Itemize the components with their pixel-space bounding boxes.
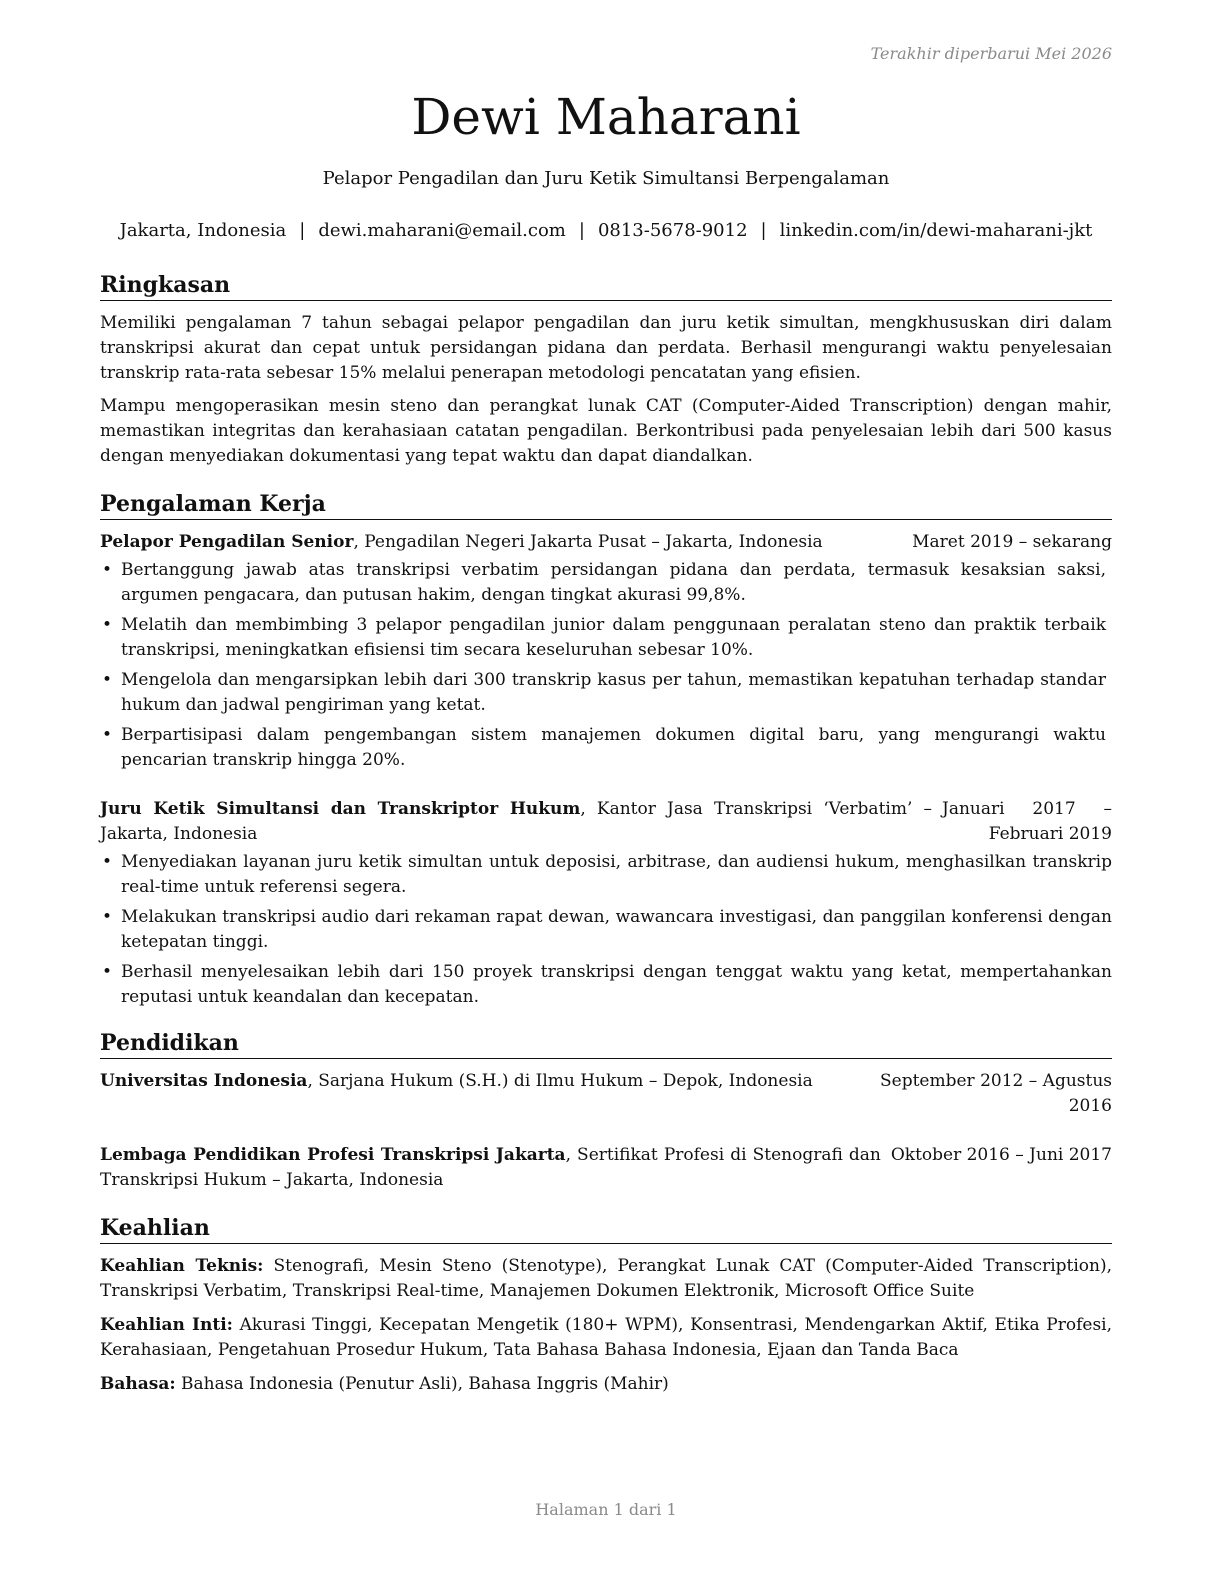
page-number: Halaman 1 dari 1: [535, 1500, 677, 1519]
summary-section: [100, 270, 1112, 469]
job-entry: [100, 530, 1112, 773]
job-bullet: • Mengelola dan mengarsipkan lebih dari 300 transkrip kasus per tahun, memastikan kepatuhan terhadap standar hukum dan jadwal pengiriman yang ketat.: [100, 668, 1112, 718]
section-title-summary: Ringkasan: [100, 270, 1112, 301]
education-detail: , Sertifikat Profesi di Stenografi dan Transkripsi Hukum – Jakarta, Indonesia: [100, 1145, 881, 1190]
job-organization: , Kantor Jasa Transkripsi ‘Verbatim’ – Jakarta, Indonesia: [100, 799, 932, 844]
contact-phone: 0813-5678-9012: [597, 220, 748, 241]
experience-section: [100, 489, 1112, 1010]
education-entry: [100, 1069, 1112, 1119]
skill-text: Stenografi, Mesin Steno (Stenotype), Perangkat Lunak CAT (Computer-Aided Transcription), Transkripsi Verbatim, Transkripsi Real-time, Manajemen Dokumen Elektronik, Microsoft Office Suite: [100, 1256, 1113, 1301]
skill-label: Bahasa:: [100, 1374, 176, 1394]
section-title-skills: Keahlian: [100, 1213, 1112, 1244]
candidate-name: Dewi Maharani: [411, 88, 801, 146]
job-dates: Januari 2017 – Februari 2019: [942, 799, 1112, 844]
job-bullets: [100, 558, 1112, 773]
contact-separator: |: [299, 220, 306, 241]
skill-group: [100, 1313, 1112, 1363]
candidate-tagline: Pelapor Pengadilan dan Juru Ketik Simultansi Berpengalaman: [322, 168, 890, 189]
education-school: Lembaga Pendidikan Profesi Transkripsi Jakarta: [100, 1145, 566, 1165]
skill-label: Keahlian Inti:: [100, 1315, 233, 1335]
skills-section: [100, 1213, 1112, 1397]
summary-paragraph: Mampu mengoperasikan mesin steno dan perangkat lunak CAT (Computer-Aided Transcription) dengan mahir, memastikan integritas dan kerahasiaan catatan pengadilan. Berkontribusi pada penyelesaian lebih dari 500 kasus dengan menyediakan dokumentasi yang tepat waktu dan dapat diandalkan.: [100, 396, 1112, 466]
job-bullets: [100, 850, 1112, 1010]
contact-location: Jakarta, Indonesia: [119, 220, 287, 241]
job-bullet: • Berpartisipasi dalam pengembangan sistem manajemen dokumen digital baru, yang mengurangi waktu pencarian transkrip hingga 20%.: [100, 723, 1112, 773]
contact-separator: |: [760, 220, 767, 241]
job-organization: , Pengadilan Negeri Jakarta Pusat – Jakarta, Indonesia: [353, 532, 823, 552]
contact-separator: |: [578, 220, 585, 241]
section-title-education: Pendidikan: [100, 1028, 1112, 1059]
contact-line: [100, 218, 1112, 244]
job-bullet: • Melakukan transkripsi audio dari rekaman rapat dewan, wawancara investigasi, dan panggilan konferensi dengan ketepatan tinggi.: [100, 905, 1112, 955]
skill-label: Keahlian Teknis:: [100, 1256, 264, 1276]
resume-content: [100, 270, 1112, 1406]
contact-email[interactable]: dewi.maharani@email.com: [318, 220, 566, 241]
skill-group: [100, 1254, 1112, 1304]
education-entry: [100, 1143, 1112, 1193]
summary-paragraph: Memiliki pengalaman 7 tahun sebagai pelapor pengadilan dan juru ketik simultan, mengkhususkan diri dalam transkripsi akurat dan cepat untuk persidangan pidana dan perdata. Berhasil mengurangi waktu penyelesaian transkrip rata-rata sebesar 15% melalui penerapan metodologi pencatatan yang efisien.: [100, 313, 1112, 383]
education-dates: Oktober 2016 – Juni 2017: [890, 1145, 1112, 1165]
contact-linkedin[interactable]: linkedin.com/in/dewi-maharani-jkt: [779, 220, 1093, 241]
last-updated-note: Terakhir diperbarui Mei 2026: [870, 44, 1112, 63]
job-header: [100, 797, 1112, 847]
skill-group: [100, 1372, 1112, 1397]
job-dates: Maret 2019 – sekarang: [912, 532, 1112, 552]
education-detail: , Sarjana Hukum (S.H.) di Ilmu Hukum – Depok, Indonesia: [307, 1071, 813, 1091]
education-school: Universitas Indonesia: [100, 1071, 308, 1091]
job-bullet: • Bertanggung jawab atas transkripsi verbatim persidangan pidana dan perdata, termasuk kesaksian saksi, argumen pengacara, dan putusan hakim, dengan tingkat akurasi 99,8%.: [100, 558, 1112, 608]
skill-text: Bahasa Indonesia (Penutur Asli), Bahasa Inggris (Mahir): [181, 1374, 669, 1394]
education-section: [100, 1028, 1112, 1193]
job-role: Pelapor Pengadilan Senior: [100, 532, 354, 552]
skill-text: Akurasi Tinggi, Kecepatan Mengetik (180+ WPM), Konsentrasi, Mendengarkan Aktif, Etika Profesi, Kerahasiaan, Pengetahuan Prosedur Hukum, Tata Bahasa Bahasa Indonesia, Ejaan dan Tanda Baca: [100, 1315, 1113, 1360]
education-dates: September 2012 – Agustus 2016: [880, 1071, 1112, 1116]
resume-page: [100, 0, 1112, 1584]
job-bullet: • Melatih dan membimbing 3 pelapor pengadilan junior dalam penggunaan peralatan steno dan praktik terbaik transkripsi, meningkatkan efisiensi tim secara keseluruhan sebesar 10%.: [100, 613, 1112, 663]
job-bullet: • Menyediakan layanan juru ketik simultan untuk deposisi, arbitrase, dan audiensi hukum, menghasilkan transkrip real-time untuk referensi segera.: [100, 850, 1112, 900]
job-header: [100, 530, 1112, 555]
job-bullet: • Berhasil menyelesaikan lebih dari 150 proyek transkripsi dengan tenggat waktu yang ketat, mempertahankan reputasi untuk keandalan dan kecepatan.: [100, 960, 1112, 1010]
section-title-experience: Pengalaman Kerja: [100, 489, 1112, 520]
job-role: Juru Ketik Simultansi dan Transkriptor Hukum: [100, 799, 581, 819]
job-entry: [100, 797, 1112, 1010]
